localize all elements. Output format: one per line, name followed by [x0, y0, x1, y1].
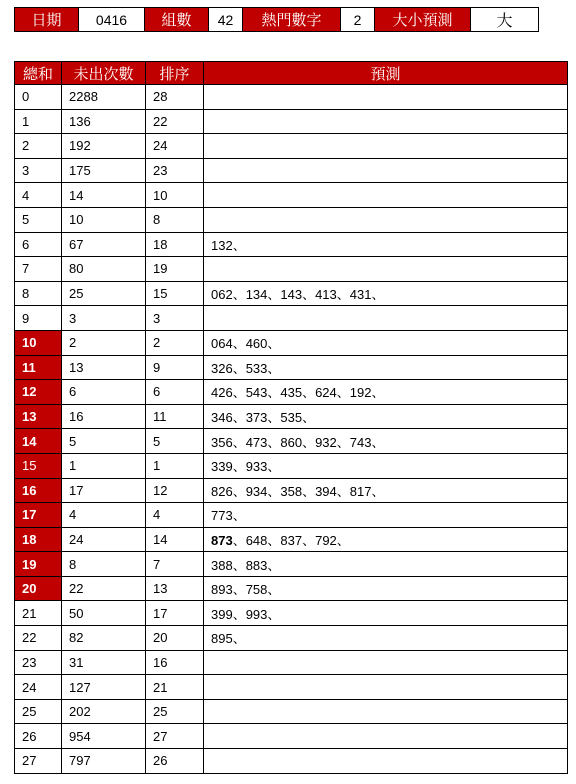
rank-cell[interactable]: 26	[146, 749, 204, 774]
rank-cell[interactable]: 15	[146, 281, 204, 306]
sum-cell[interactable]: 15	[15, 453, 62, 478]
prediction-cell[interactable]	[204, 527, 568, 552]
sum-cell[interactable]: 23	[15, 650, 62, 675]
sum-cell[interactable]: 2	[15, 134, 62, 159]
rank-cell[interactable]: 28	[146, 85, 204, 110]
sum-cell[interactable]: 14	[15, 429, 62, 454]
prediction-cell[interactable]	[204, 109, 568, 134]
table-row	[15, 85, 568, 110]
prediction-cell[interactable]	[204, 675, 568, 700]
table-row	[15, 257, 568, 282]
sum-cell[interactable]: 0	[15, 85, 62, 110]
prediction-cell[interactable]: 773、	[204, 503, 568, 528]
table-row	[15, 306, 568, 331]
count-cell[interactable]: 2	[62, 330, 146, 355]
prediction-cell[interactable]: 346、373、535、	[204, 404, 568, 429]
table-row	[15, 183, 568, 208]
prediction-cell[interactable]	[204, 699, 568, 724]
rank-cell[interactable]: 14	[146, 527, 204, 552]
prediction-cell[interactable]	[204, 257, 568, 282]
sum-cell[interactable]: 5	[15, 207, 62, 232]
sum-cell[interactable]: 25	[15, 699, 62, 724]
size-prediction-label: 大小預測	[375, 8, 471, 32]
info-bar	[14, 7, 539, 32]
table-row	[15, 626, 568, 651]
sum-cell[interactable]: 19	[15, 552, 62, 577]
rank-cell[interactable]: 17	[146, 601, 204, 626]
rank-cell[interactable]: 13	[146, 576, 204, 601]
sum-cell[interactable]: 11	[15, 355, 62, 380]
count-cell[interactable]: 136	[62, 109, 146, 134]
table-row	[15, 453, 568, 478]
count-cell[interactable]: 16	[62, 404, 146, 429]
prediction-table	[14, 61, 568, 774]
table-row	[15, 552, 568, 577]
date-value[interactable]: 0416	[79, 8, 145, 32]
rank-cell[interactable]: 6	[146, 380, 204, 405]
prediction-cell[interactable]: 893、758、	[204, 576, 568, 601]
hot-number-value[interactable]: 2	[341, 8, 375, 32]
prediction-cell[interactable]: 326、533、	[204, 355, 568, 380]
sum-cell[interactable]: 24	[15, 675, 62, 700]
sum-cell[interactable]: 1	[15, 109, 62, 134]
rank-cell[interactable]: 22	[146, 109, 204, 134]
count-cell[interactable]: 80	[62, 257, 146, 282]
count-cell[interactable]: 954	[62, 724, 146, 749]
count-cell[interactable]: 25	[62, 281, 146, 306]
prediction-cell[interactable]	[204, 724, 568, 749]
rank-cell[interactable]: 18	[146, 232, 204, 257]
column-header-rank: 排序	[146, 62, 204, 85]
sum-cell[interactable]: 22	[15, 626, 62, 651]
prediction-cell[interactable]: 388、883、	[204, 552, 568, 577]
table-row	[15, 404, 568, 429]
sum-cell[interactable]: 4	[15, 183, 62, 208]
sum-cell[interactable]: 13	[15, 404, 62, 429]
sum-cell[interactable]: 8	[15, 281, 62, 306]
table-row	[15, 109, 568, 134]
table-row	[15, 650, 568, 675]
rank-cell[interactable]: 5	[146, 429, 204, 454]
count-cell[interactable]: 5	[62, 429, 146, 454]
table-row	[15, 134, 568, 159]
count-cell[interactable]: 67	[62, 232, 146, 257]
prediction-cell[interactable]: 356、473、860、932、743、	[204, 429, 568, 454]
prediction-cell[interactable]	[204, 207, 568, 232]
table-row	[15, 699, 568, 724]
prediction-cell[interactable]	[204, 134, 568, 159]
prediction-cell[interactable]: 426、543、435、624、192、	[204, 380, 568, 405]
sum-cell[interactable]: 10	[15, 330, 62, 355]
prediction-cell[interactable]: 399、993、	[204, 601, 568, 626]
table-row	[15, 330, 568, 355]
count-cell[interactable]: 13	[62, 355, 146, 380]
table-row	[15, 207, 568, 232]
rank-cell[interactable]: 23	[146, 158, 204, 183]
count-cell[interactable]: 31	[62, 650, 146, 675]
sum-cell[interactable]: 21	[15, 601, 62, 626]
table-row	[15, 478, 568, 503]
sum-cell[interactable]: 12	[15, 380, 62, 405]
sum-cell[interactable]: 9	[15, 306, 62, 331]
count-cell[interactable]: 175	[62, 158, 146, 183]
prediction-text: 、648、837、792、	[232, 532, 350, 548]
rank-cell[interactable]: 12	[146, 478, 204, 503]
rank-cell[interactable]: 10	[146, 183, 204, 208]
count-cell[interactable]: 24	[62, 527, 146, 552]
table-row	[15, 503, 568, 528]
rank-cell[interactable]: 24	[146, 134, 204, 159]
rank-cell[interactable]: 1	[146, 453, 204, 478]
sum-cell[interactable]: 6	[15, 232, 62, 257]
rank-cell[interactable]: 11	[146, 404, 204, 429]
table-row	[15, 749, 568, 774]
count-cell[interactable]: 1	[62, 453, 146, 478]
sum-cell[interactable]: 27	[15, 749, 62, 774]
rank-cell[interactable]: 20	[146, 626, 204, 651]
count-cell[interactable]: 14	[62, 183, 146, 208]
rank-cell[interactable]: 27	[146, 724, 204, 749]
prediction-cell[interactable]	[204, 183, 568, 208]
sum-cell[interactable]: 3	[15, 158, 62, 183]
count-cell[interactable]: 127	[62, 675, 146, 700]
count-cell[interactable]: 6	[62, 380, 146, 405]
prediction-cell[interactable]	[204, 158, 568, 183]
table-row	[15, 576, 568, 601]
rank-cell[interactable]: 25	[146, 699, 204, 724]
sum-cell[interactable]: 18	[15, 527, 62, 552]
count-cell[interactable]: 82	[62, 626, 146, 651]
date-label: 日期	[15, 8, 79, 32]
prediction-cell[interactable]: 339、933、	[204, 453, 568, 478]
sum-cell[interactable]: 7	[15, 257, 62, 282]
count-cell[interactable]: 10	[62, 207, 146, 232]
prediction-cell[interactable]: 062、134、143、413、431、	[204, 281, 568, 306]
rank-cell[interactable]: 2	[146, 330, 204, 355]
rank-cell[interactable]: 9	[146, 355, 204, 380]
count-cell[interactable]: 4	[62, 503, 146, 528]
groups-value[interactable]: 42	[209, 8, 243, 32]
prediction-cell[interactable]	[204, 85, 568, 110]
sum-cell[interactable]: 26	[15, 724, 62, 749]
table-row	[15, 380, 568, 405]
rank-cell[interactable]: 3	[146, 306, 204, 331]
prediction-cell[interactable]: 064、460、	[204, 330, 568, 355]
table-row	[15, 158, 568, 183]
size-prediction-value[interactable]: 大	[471, 8, 539, 32]
table-row	[15, 281, 568, 306]
rank-cell[interactable]: 19	[146, 257, 204, 282]
count-cell[interactable]: 50	[62, 601, 146, 626]
table-header-row	[15, 62, 568, 85]
table-row	[15, 724, 568, 749]
rank-cell[interactable]: 8	[146, 207, 204, 232]
count-cell[interactable]: 2288	[62, 85, 146, 110]
prediction-cell[interactable]: 826、934、358、394、817、	[204, 478, 568, 503]
rank-cell[interactable]: 4	[146, 503, 204, 528]
prediction-highlight: 873	[211, 532, 233, 548]
prediction-cell[interactable]	[204, 749, 568, 774]
prediction-cell[interactable]: 132、	[204, 232, 568, 257]
prediction-cell[interactable]: 895、	[204, 626, 568, 651]
count-cell[interactable]: 797	[62, 749, 146, 774]
hot-number-label: 熱門數字	[243, 8, 341, 32]
prediction-cell[interactable]	[204, 306, 568, 331]
prediction-cell[interactable]	[204, 650, 568, 675]
table-row	[15, 429, 568, 454]
count-cell[interactable]: 22	[62, 576, 146, 601]
count-cell[interactable]: 8	[62, 552, 146, 577]
column-header-prediction: 預測	[204, 62, 568, 85]
sum-cell[interactable]: 17	[15, 503, 62, 528]
rank-cell[interactable]: 21	[146, 675, 204, 700]
sum-cell[interactable]: 20	[15, 576, 62, 601]
sum-cell[interactable]: 16	[15, 478, 62, 503]
column-header-count: 未出次數	[62, 62, 146, 85]
count-cell[interactable]: 3	[62, 306, 146, 331]
table-row	[15, 232, 568, 257]
groups-label: 組數	[145, 8, 209, 32]
rank-cell[interactable]: 16	[146, 650, 204, 675]
table-row	[15, 355, 568, 380]
count-cell[interactable]: 192	[62, 134, 146, 159]
table-row	[15, 675, 568, 700]
rank-cell[interactable]: 7	[146, 552, 204, 577]
column-header-sum: 總和	[15, 62, 62, 85]
table-row	[15, 601, 568, 626]
table-row	[15, 527, 568, 552]
count-cell[interactable]: 202	[62, 699, 146, 724]
count-cell[interactable]: 17	[62, 478, 146, 503]
